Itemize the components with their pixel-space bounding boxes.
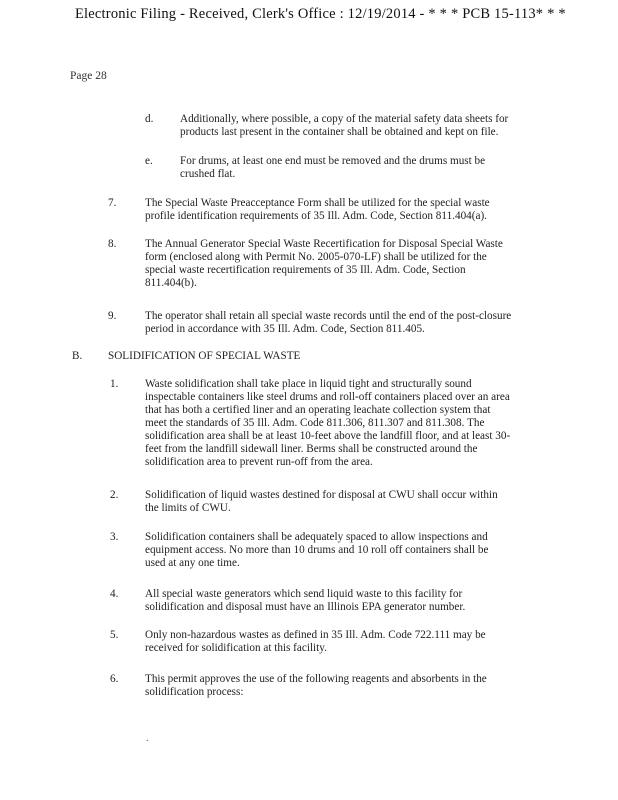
item-9-marker: 9. bbox=[108, 310, 117, 322]
item-d-marker: d. bbox=[145, 113, 154, 125]
item-b2-line: Solidification of liquid wastes destined for disposal at CWU shall occur within bbox=[145, 489, 498, 501]
filing-stamp-header: Electronic Filing - Received, Clerk's Office : 12/19/2014 - * * * PCB 15-113* * * bbox=[75, 6, 566, 22]
item-9-line: The operator shall retain all special waste records until the end of the post-closure bbox=[145, 310, 512, 322]
item-e-marker: e. bbox=[145, 155, 153, 167]
item-7-marker: 7. bbox=[108, 197, 117, 209]
section-b-heading: SOLIDIFICATION OF SPECIAL WASTE bbox=[108, 350, 301, 362]
item-b2-line: the limits of CWU. bbox=[145, 502, 231, 514]
item-b5-line: Only non-hazardous wastes as defined in 35 Ill. Adm. Code 722.111 may be bbox=[145, 629, 486, 641]
item-b3-line: Solidification containers shall be adequately spaced to allow inspections and bbox=[145, 531, 488, 543]
item-8-marker: 8. bbox=[108, 238, 117, 250]
item-b6-marker: 6. bbox=[110, 673, 119, 685]
item-b4-line: All special waste generators which send liquid waste to this facility for bbox=[145, 588, 463, 600]
item-b3-line: equipment access. No more than 10 drums and 10 roll off containers shall be bbox=[145, 544, 489, 556]
item-8-line: The Annual Generator Special Waste Recertification for Disposal Special Waste bbox=[145, 238, 503, 250]
item-b5-line: received for solidification at this facility. bbox=[145, 642, 327, 654]
item-b4-marker: 4. bbox=[110, 588, 119, 600]
item-b1-line: Waste solidification shall take place in liquid tight and structurally sound bbox=[145, 378, 472, 390]
item-b1-line: solidification area shall be at least 10-feet above the landfill floor, and at least 30- bbox=[145, 430, 511, 442]
page-number: Page 28 bbox=[70, 70, 107, 82]
item-d-line: Additionally, where possible, a copy of the material safety data sheets for bbox=[180, 113, 509, 125]
item-b1-line: meet the standards of 35 Ill. Adm. Code 811.306, 811.307 and 811.308. The bbox=[145, 417, 485, 429]
section-b-marker: B. bbox=[72, 350, 83, 362]
item-8-line: form (enclosed along with Permit No. 2005-070-LF) shall be utilized for the bbox=[145, 251, 487, 263]
item-b1-line: feet from the landfill sidewall liner. Berms shall be constructed around the bbox=[145, 443, 478, 455]
item-b1-marker: 1. bbox=[110, 378, 119, 390]
item-7-line: profile identification requirements of 35 Ill. Adm. Code, Section 811.404(a). bbox=[145, 210, 487, 222]
item-b3-marker: 3. bbox=[110, 531, 119, 543]
item-b6-line: solidification process: bbox=[145, 686, 244, 698]
item-b2-marker: 2. bbox=[110, 489, 119, 501]
item-b5-marker: 5. bbox=[110, 629, 119, 641]
item-b1-line: solidification area to prevent run-off from the area. bbox=[145, 456, 373, 468]
item-9-line: period in accordance with 35 Ill. Adm. Code, Section 811.405. bbox=[145, 323, 425, 335]
item-b1-line: inspectable containers like steel drums and roll-off containers placed over an area bbox=[145, 391, 510, 403]
item-e-line: For drums, at least one end must be removed and the drums must be bbox=[180, 155, 486, 167]
item-d-line: products last present in the container shall be obtained and kept on file. bbox=[180, 126, 499, 138]
item-8-line: special waste recertification requirements of 35 Ill. Adm. Code, Section bbox=[145, 264, 466, 276]
item-7-line: The Special Waste Preacceptance Form shall be utilized for the special waste bbox=[145, 197, 490, 209]
item-b6-line: This permit approves the use of the following reagents and absorbents in the bbox=[145, 673, 487, 685]
item-8-line: 811.404(b). bbox=[145, 277, 197, 289]
item-b4-line: solidification and disposal must have an Illinois EPA generator number. bbox=[145, 601, 466, 613]
item-b3-line: used at any one time. bbox=[145, 557, 240, 569]
item-e-line: crushed flat. bbox=[180, 168, 236, 180]
item-b1-line: that has both a certified liner and an operating leachate collection system that bbox=[145, 404, 491, 416]
trailing-mark: . bbox=[146, 733, 149, 744]
